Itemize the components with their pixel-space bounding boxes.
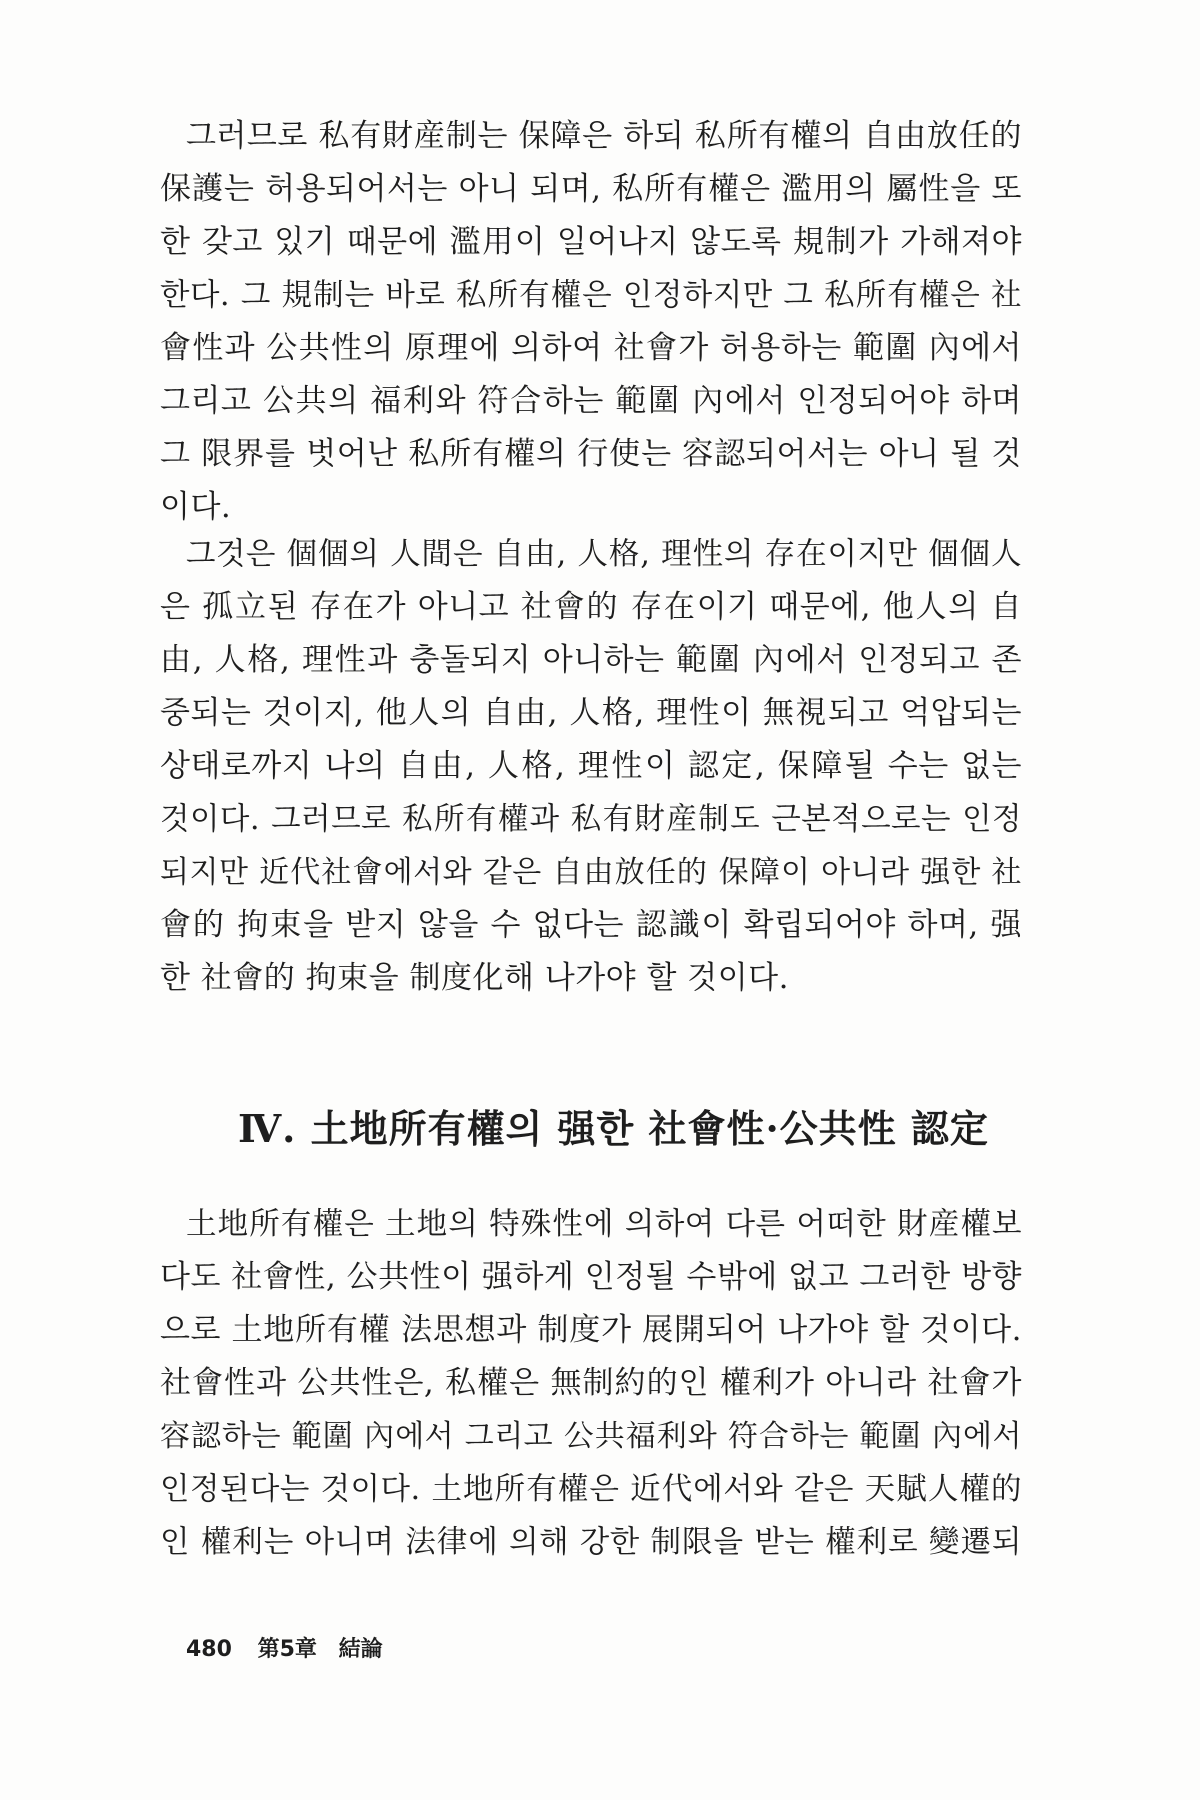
paragraph-2 <box>160 528 1022 1005</box>
paragraph-line: 社會性과 公共性은, 私權은 無制約的인 權利가 아니라 社會가 <box>160 1365 1022 1401</box>
paragraph-line: 것이다. 그러므로 私所有權과 私有財産制도 근본적으로는 인정 <box>160 802 1022 837</box>
paragraph-line: 중되는 것이지, 他人의 自由, 人格, 理性이 無視되고 억압되는 <box>160 695 1022 731</box>
paragraph-line: 되지만 近代社會에서와 같은 自由放任的 保障이 아니라 强한 社 <box>160 855 1022 890</box>
paragraph-line: 그리고 公共의 福利와 符合하는 範圍 內에서 인정되어야 하며 <box>160 383 1022 419</box>
paragraph-line: 이다. <box>160 489 232 525</box>
paragraph-1 <box>160 110 1022 534</box>
paragraph-line: 은 孤立된 存在가 아니고 社會的 存在이기 때문에, 他人의 自 <box>160 589 1022 625</box>
paragraph-line: 容認하는 範圍 內에서 그리고 公共福利와 符合하는 範圍 內에서 <box>160 1419 1022 1454</box>
paragraph-line: 으로 土地所有權 法思想과 制度가 展開되어 나가야 할 것이다. <box>160 1312 1022 1348</box>
paragraph-line: 한 社會的 拘束을 制度化해 나가야 할 것이다. <box>160 960 789 996</box>
page-footer <box>186 1632 383 1663</box>
section-heading: Ⅳ. 土地所有權의 强한 社會性·公共性 認定 <box>238 1106 989 1151</box>
paragraph-line: 그러므로 私有財産制는 保障은 하되 私所有權의 自由放任的 <box>186 118 1022 154</box>
paragraph-line: 土地所有權은 土地의 特殊性에 의하여 다른 어떠한 財産權보 <box>186 1207 1022 1242</box>
paragraph-3 <box>160 1198 1022 1569</box>
paragraph-line: 會性과 公共性의 原理에 의하여 社會가 허용하는 範圍 內에서 <box>160 330 1022 366</box>
paragraph-line: 한 갖고 있기 때문에 濫用이 일어나지 않도록 規制가 가해져야 <box>160 224 1022 260</box>
page-number: 480 <box>186 1637 232 1662</box>
paragraph-line: 다도 社會性, 公共性이 强하게 인정될 수밖에 없고 그러한 방향 <box>160 1259 1022 1295</box>
paragraph-line: 인정된다는 것이다. 土地所有權은 近代에서와 같은 天賦人權的 <box>160 1472 1022 1507</box>
paragraph-line: 그것은 個個의 人間은 自由, 人格, 理性의 存在이지만 個個人 <box>186 537 1022 572</box>
paragraph-line: 保護는 허용되어서는 아니 되며, 私所有權은 濫用의 屬性을 또 <box>160 171 1022 207</box>
chapter-label: 第5章 <box>257 1637 317 1662</box>
paragraph-line: 상태로까지 나의 自由, 人格, 理性이 認定, 保障될 수는 없는 <box>160 748 1022 784</box>
paragraph-line: 인 權利는 아니며 法律에 의해 강한 制限을 받는 權利로 變遷되 <box>160 1525 1022 1560</box>
chapter-title: 結論 <box>338 1637 383 1662</box>
paragraph-line: 由, 人格, 理性과 충돌되지 아니하는 範圍 內에서 인정되고 존 <box>160 642 1022 678</box>
paragraph-line: 한다. 그 規制는 바로 私所有權은 인정하지만 그 私所有權은 社 <box>160 278 1022 313</box>
paragraph-line: 그 限界를 벗어난 私所有權의 行使는 容認되어서는 아니 될 것 <box>160 436 1022 472</box>
paragraph-line: 會的 拘束을 받지 않을 수 없다는 認識이 확립되어야 하며, 强 <box>160 907 1022 943</box>
